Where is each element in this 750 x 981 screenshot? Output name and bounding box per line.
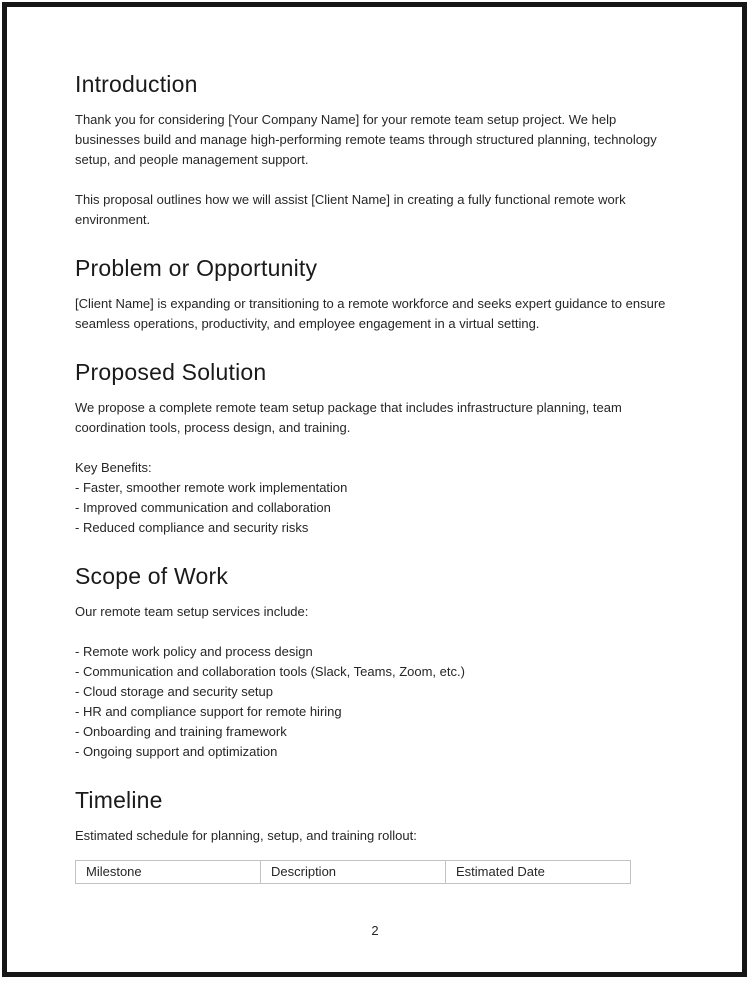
- list-item: - Remote work policy and process design: [75, 644, 313, 659]
- section-scope-of-work: [75, 563, 675, 762]
- list-item: - Improved communication and collaboration: [75, 500, 331, 515]
- list-item: - Cloud storage and security setup: [75, 684, 273, 699]
- section-heading-timeline: Timeline: [75, 787, 163, 813]
- table-header-row: [76, 861, 631, 884]
- section-introduction: [75, 71, 675, 230]
- intro-paragraph-1: Thank you for considering [Your Company Name] for your remote team setup project. We help businesses build and manage high-performing remote teams through structured planning, technology setup, and people management support.: [75, 112, 657, 167]
- key-benefits-label: Key Benefits:: [75, 460, 152, 475]
- section-heading-introduction: Introduction: [75, 71, 198, 97]
- document-content: [7, 7, 742, 941]
- list-item: - Communication and collaboration tools (Slack, Teams, Zoom, etc.): [75, 664, 465, 679]
- list-item: - Faster, smoother remote work implementation: [75, 480, 348, 495]
- list-item: - Onboarding and training framework: [75, 724, 287, 739]
- timeline-table: [75, 860, 631, 884]
- page-number: 2: [371, 923, 379, 938]
- solution-paragraph-1: We propose a complete remote team setup package that includes infrastructure planning, team coordination tools, process design, and training.: [75, 400, 622, 435]
- scope-services-list: [75, 642, 675, 762]
- list-item: - HR and compliance support for remote hiring: [75, 704, 342, 719]
- key-benefits-list: [75, 478, 675, 538]
- section-heading-scope: Scope of Work: [75, 563, 229, 589]
- table-header-milestone: Milestone: [76, 861, 261, 884]
- section-heading-problem: Problem or Opportunity: [75, 255, 318, 281]
- list-item: - Reduced compliance and security risks: [75, 520, 309, 535]
- section-problem-or-opportunity: [75, 255, 675, 334]
- table-header-estimated-date: Estimated Date: [446, 861, 631, 884]
- section-timeline: [75, 787, 675, 884]
- section-proposed-solution: [75, 359, 675, 538]
- problem-paragraph-1: [Client Name] is expanding or transitioning to a remote workforce and seeks expert guidance to ensure seamless operations, productivity, and employee engagement in a virtual setting.: [75, 296, 666, 331]
- intro-paragraph-2: This proposal outlines how we will assist [Client Name] in creating a fully functional remote work environment.: [75, 192, 626, 227]
- table-header-description: Description: [261, 861, 446, 884]
- scope-paragraph-1: Our remote team setup services include:: [75, 604, 309, 619]
- document-page: [2, 2, 747, 977]
- timeline-paragraph-1: Estimated schedule for planning, setup, and training rollout:: [75, 828, 417, 843]
- section-heading-solution: Proposed Solution: [75, 359, 267, 385]
- list-item: - Ongoing support and optimization: [75, 744, 278, 759]
